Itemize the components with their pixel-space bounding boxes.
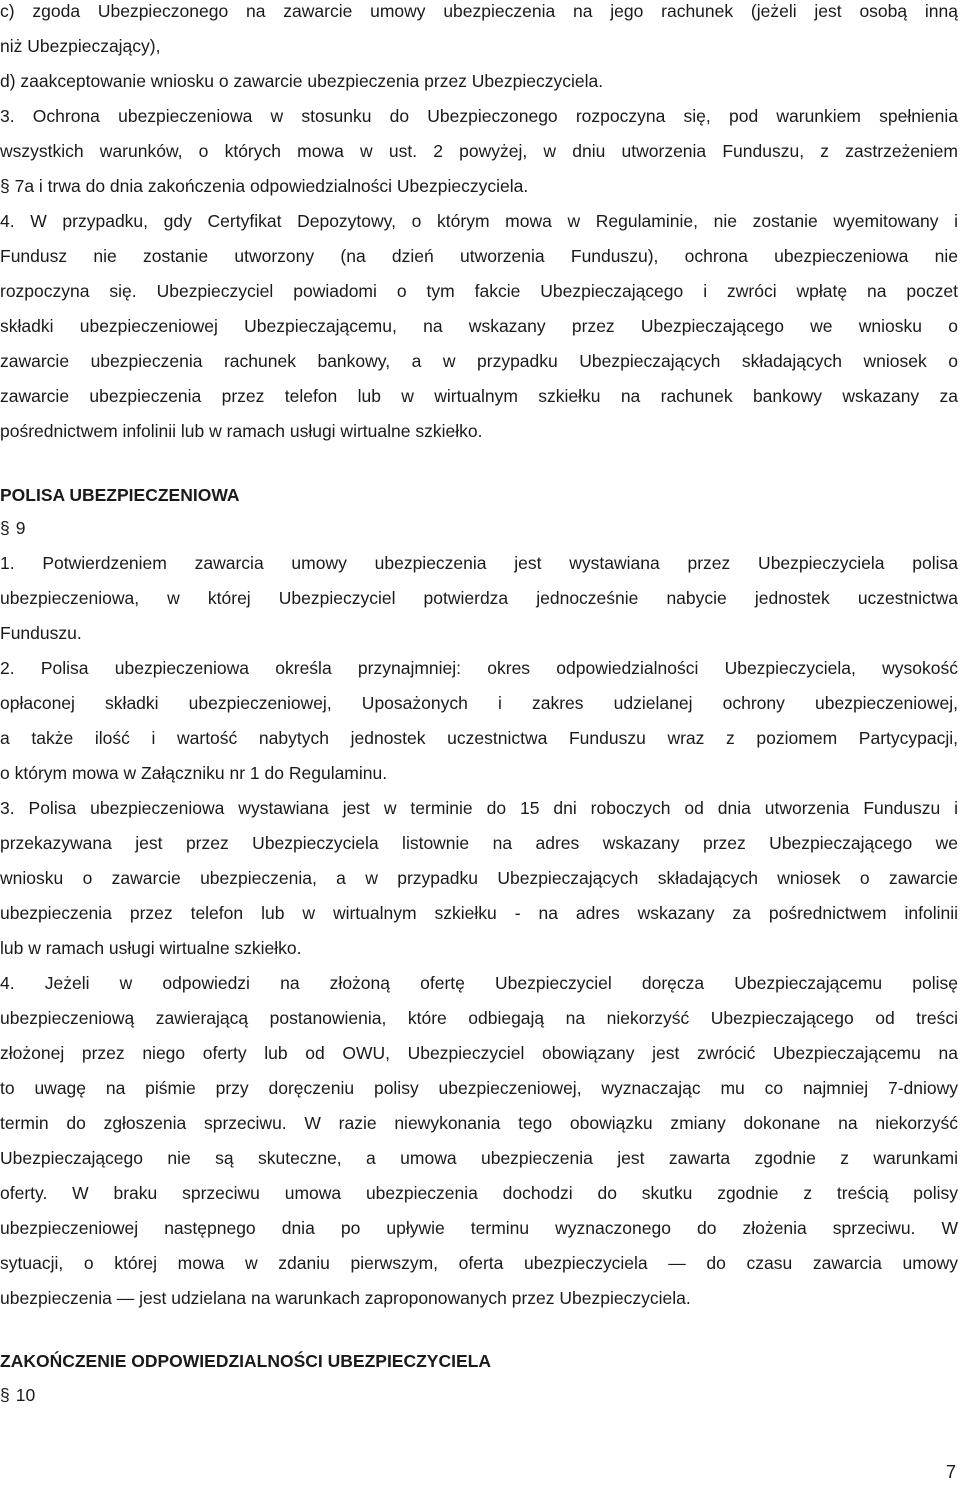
section-heading-zakonczenie: ZAKOŃCZENIE ODPOWIEDZIALNOŚCI UBEZPIECZYCIELA [0,1351,491,1371]
section-number-10 [0,1384,35,1406]
section-symbol: § [0,1385,10,1405]
text-line: a także ilość i wartość nabytych jednostek uczestnictwa Funduszu wraz z poziomem Partycypacji, [0,728,958,748]
text-line: przekazywana jest przez Ubezpieczyciela listownie na adres wskazany przez Ubezpieczającego we [0,833,958,853]
text-line: 1. Potwierdzeniem zawarcia umowy ubezpieczenia jest wystawiana przez Ubezpieczyciela polisa [0,553,958,573]
text-line: pośrednictwem infolinii lub w ramach usługi wirtualne szkiełko. [0,421,483,441]
text-line: 3. Polisa ubezpieczeniowa wystawiana jest w terminie do 15 dni roboczych od dnia utworzenia Funduszu i [0,798,958,818]
text-line: ubezpieczeniowej następnego dnia po upływie terminu wyznaczonego do złożenia sprzeciwu. W [0,1218,958,1238]
text-line: zawarcie ubezpieczenia przez telefon lub w wirtualnym szkiełku na rachunek bankowy wskazany za [0,386,958,406]
text-line: Funduszu. [0,623,82,643]
text-line: to uwagę na piśmie przy doręczeniu polisy ubezpieczeniowej, wyznaczając mu co najmniej 7-dniowy [0,1078,958,1098]
text-line: 2. Polisa ubezpieczeniowa określa przynajmniej: okres odpowiedzialności Ubezpieczyciela, wysokość [0,658,958,678]
text-line: ubezpieczenia przez telefon lub w wirtualnym szkiełku - na adres wskazany za pośrednictwem infolinii [0,903,958,923]
text-line: ubezpieczeniowa, w której Ubezpieczyciel potwierdza jednocześnie nabycie jednostek uczestnictwa [0,588,958,608]
text-line: Ubezpieczającego nie są skuteczne, a umowa ubezpieczenia jest zawarta zgodnie z warunkami [0,1148,958,1168]
text-line: 4. W przypadku, gdy Certyfikat Depozytowy, o którym mowa w Regulaminie, nie zostanie wyemitowany i [0,211,958,231]
section-number: 10 [15,1385,36,1405]
text-line: składki ubezpieczeniowej Ubezpieczającemu, na wskazany przez Ubezpieczającego we wniosku o [0,316,958,336]
text-line: § 7a i trwa do dnia zakończenia odpowiedzialności Ubezpieczyciela. [0,176,529,196]
text-line: lub w ramach usługi wirtualne szkiełko. [0,938,302,958]
text-line: termin do zgłoszenia sprzeciwu. W razie niewykonania tego obowiązku zmiany dokonane na niekorzyść [0,1113,958,1133]
text-line: wszystkich warunków, o których mowa w ust. 2 powyżej, w dniu utworzenia Funduszu, z zastrzeżeniem [0,141,958,161]
text-line: ubezpieczeniową zawierającą postanowienia, które odbiegają na niekorzyść Ubezpieczającego od treści [0,1008,958,1028]
text-line: sytuacji, o której mowa w zdaniu pierwszym, oferta ubezpieczyciela — do czasu zawarcia umowy [0,1253,958,1273]
section-number: 9 [15,518,26,538]
text-line: oferty. W braku sprzeciwu umowa ubezpieczenia dochodzi do skutku zgodnie z treścią polisy [0,1183,958,1203]
section-number-9 [0,517,25,539]
text-line: niż Ubezpieczający), [0,36,161,56]
text-line: ubezpieczenia — jest udzielana na warunkach zaproponowanych przez Ubezpieczyciela. [0,1288,691,1308]
text-line: o którym mowa w Załączniku nr 1 do Regulaminu. [0,763,388,783]
text-line: złożonej przez niego oferty lub od OWU, Ubezpieczyciel obowiązany jest zwrócić Ubezpieczającemu na [0,1043,958,1063]
text-line: 4. Jeżeli w odpowiedzi na złożoną ofertę Ubezpieczyciel doręcza Ubezpieczającemu polisę [0,973,958,993]
text-line: c) zgoda Ubezpieczonego na zawarcie umowy ubezpieczenia na jego rachunek (jeżeli jest osobą inną [0,1,958,21]
text-line: 3. Ochrona ubezpieczeniowa w stosunku do Ubezpieczonego rozpoczyna się, pod warunkiem spełnienia [0,106,958,126]
text-line: zawarcie ubezpieczenia rachunek bankowy, a w przypadku Ubezpieczających składających wniosek o [0,351,958,371]
page-number: 7 [945,1462,956,1482]
text-line: opłaconej składki ubezpieczeniowej, Uposażonych i zakres udzielanej ochrony ubezpieczeniowej, [0,693,958,713]
text-line: d) zaakceptowanie wniosku o zawarcie ubezpieczenia przez Ubezpieczyciela. [0,71,604,91]
section-heading-polisa: POLISA UBEZPIECZENIOWA [0,485,240,505]
text-line: wniosku o zawarcie ubezpieczenia, a w przypadku Ubezpieczających składających wniosek o zawarcie [0,868,958,888]
text-line: rozpoczyna się. Ubezpieczyciel powiadomi o tym fakcie Ubezpieczającego i zwróci wpłatę na poczet [0,281,958,301]
text-line: Fundusz nie zostanie utworzony (na dzień utworzenia Funduszu), ochrona ubezpieczeniowa nie [0,246,958,266]
section-symbol: § [0,518,10,538]
